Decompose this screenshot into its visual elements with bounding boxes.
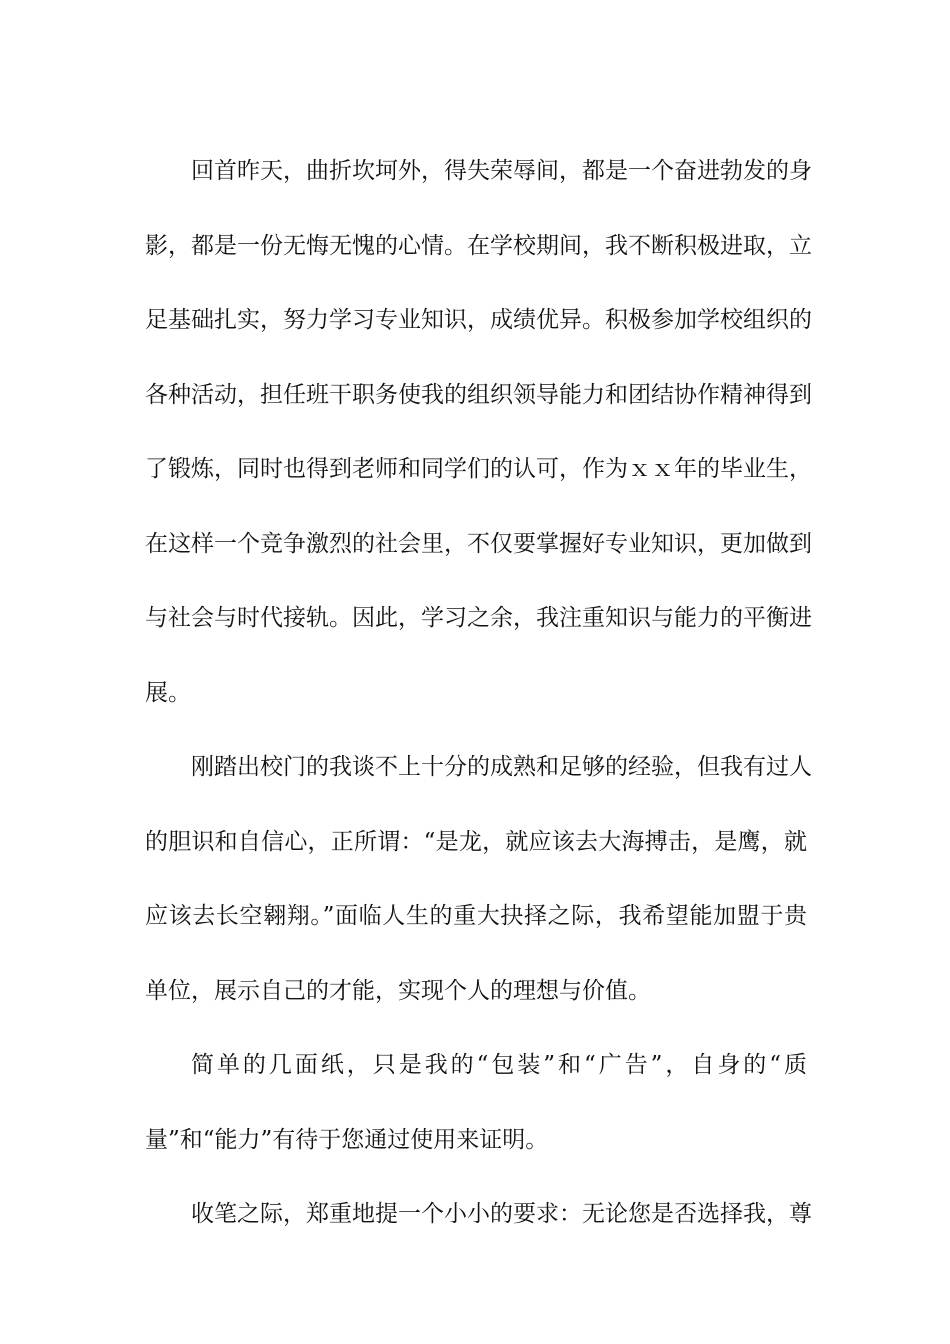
- paragraph-packaging: [145, 1028, 807, 1177]
- text-line: 的胆识和自信心，正所谓：“是龙，就应该去大海搏击，是鹰，就: [145, 828, 807, 855]
- text-line: 回首昨天，曲折坎坷外，得失荣辱间，都是一个奋进勃发的身: [191, 158, 812, 184]
- text-line: 应该去长空翱翔。”面临人生的重大抉择之际，我希望能加盟于贵: [145, 903, 807, 929]
- text-line: 简单的几面纸，只是我的“包装”和“广告”，自身的“质: [191, 1052, 807, 1078]
- text-line: 刚踏出校门的我谈不上十分的成熟和足够的经验，但我有过人: [191, 754, 812, 780]
- paragraph-review-past: [145, 134, 812, 730]
- text-line: 影，都是一份无悔无愧的心情。在学校期间，我不断积极进取，立: [145, 232, 812, 259]
- text-line: 与社会与时代接轨。因此，学习之余，我注重知识与能力的平衡进: [145, 605, 812, 631]
- text-line: 收笔之际，郑重地提一个小小的要求：无论您是否选择我，尊: [191, 1201, 812, 1227]
- text-line: 展。: [145, 679, 191, 706]
- text-line: 量”和“能力”有待于您通过使用来证明。: [145, 1126, 549, 1153]
- text-line: 在这样一个竞争激烈的社会里，不仅要掌握好专业知识，更加做到: [145, 530, 812, 557]
- text-line: 足基础扎实，努力学习专业知识，成绩优异。积极参加学校组织的: [145, 307, 812, 333]
- text-line: 了锻炼，同时也得到老师和同学们的认可，作为ｘｘ年的毕业生，: [145, 456, 812, 482]
- paragraph-ambition: [145, 730, 812, 1028]
- letter-body: [145, 134, 812, 1252]
- text-line: 各种活动，担任班干职务使我的组织领导能力和团结协作精神得到: [145, 381, 812, 408]
- paragraph-closing: [145, 1177, 812, 1252]
- text-line: 单位，展示自己的才能，实现个人的理想与价值。: [145, 977, 651, 1004]
